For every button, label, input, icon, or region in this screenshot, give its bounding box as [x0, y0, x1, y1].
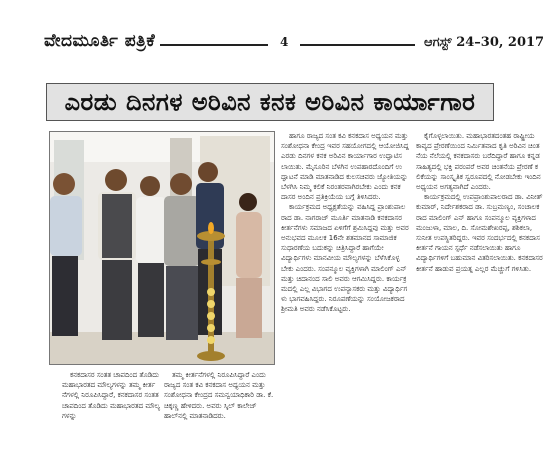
- article-column-3: [62, 370, 162, 440]
- article-photo: [49, 131, 275, 365]
- article-headline: ಎರಡು ದಿನಗಳ ಅರಿವಿನ ಕನಕ ಅರಿವಿನ ಕಾರ್ಯಾಗಾರ: [64, 88, 476, 116]
- article-column-2: [416, 131, 546, 441]
- masthead-rule-left: [160, 44, 268, 46]
- paragraph: ಕನಕದಾಸರ ಸಂತತ ಚಾಪದಿಂದ ತೊಡಿದು ಮಹಾಭಾರತದ ಮೌಲ್ಯಗಳನ್ನು ತಮ್ಮ ಕೀರ್ತನೆಗಳಲ್ಲಿ ನಿರೂಪಿಸಿದ್ದಾರೆ, ಕನಕದಾಸರ ಸಂತತ ಚಾಪದಿಂದ ತೊಡಿದು ಮಹಾಭಾರತದ ಮೌಲ್ಯಗಳನ್ನು: [62, 371, 161, 420]
- article-column-4: [164, 370, 276, 440]
- headline-banner: [46, 83, 494, 121]
- paragraph: ಕಾರ್ಯಕ್ರಮದಲ್ಲಿ ಉಪಪ್ರಾಂಶುಪಾಲರಾದ ಡಾ. ವಿನೀತ್ ಕುಮಾರ್, ನಿರ್ದೇಶಕರಾದ ಡಾ. ಸುಬ್ರಮಣ್ಯಂ, ಸಂಚಾಲಕರಾದ ಮಾಲಿಂಗ್ ಎನ್ ಹಾಗೂ ಸಂಪನ್ಮೂಲ ವ್ಯಕ್ತಿಗಳಾದ ಮಂಜುಳಾ, ಮಾಲ, ದಿ. ಸೋಮಶೇಖರಪ್ಪ, ಶಶಿಕಲಾ, ಸುನೀತ ಉಪಸ್ಥಿತರಿದ್ದರು. ಇವರ ಸಂದರ್ಭದಲ್ಲಿ ಕನಕದಾಸ ಕೀರ್ತನೆ ಗಾಯನ ಸ್ಪರ್ಧೆ ನಡೆಸಲಾಯಿತು ಹಾಗೂ ವಿದ್ಯಾರ್ಥಿಗಳಿಗೆ ಬಹುಮಾನ ವಿತರಿಸಲಾಯಿತು. ಕನಕದಾಸರ ಕೀರ್ತನೆ ಹಾಡುವ ಪ್ರಯತ್ನ ಎಲ್ಲರ ಮೆಚ್ಚುಗೆ ಗಳಿಸಿತು.: [416, 193, 543, 273]
- paragraph: ಕೈಗೊಳ್ಳಲಾಯಿತು. ಮಹಾಭಾರತದಂತಹ ರಾಷ್ಟ್ರೀಯ ಕಾವ್ಯದ ಪ್ರೇರಣೆಯಿಂದ ನಿರ್ಮಿತವಾದ ಕೃತಿ ಅರಿವಿನ ಚಿಂತನೆಯ ನೆಲೆಯಲ್ಲಿ ಕನಕದಾಸರು ಬರೆದಿದ್ದಾರೆ ಹಾಗೂ ಕನ್ನಡ ಸಾಹಿತ್ಯದಲ್ಲಿ ಭಕ್ತಿ ಪರಂಪರೆ ಅವರ ಚಿಂತನೆಯ ಪ್ರೇರಣೆ ಕಲಿಕೆಯನ್ನು ಸಾಂಸ್ಕೃತಿಕ ಸ್ವರೂಪದಲ್ಲಿ ನೋಡಬೇಕು ಇಂದಿನ ಅಧ್ಯಯನ ಅಗತ್ಯವಾಗಿದೆ ಎಂದರು.: [416, 132, 541, 192]
- paragraph: ಹಾಗೂ ರಾಜ್ಯದ ಸಂತ ಕವಿ ಕನಕದಾಸ ಅಧ್ಯಯನ ಮತ್ತು ಸಂಶೋಧನಾ ಕೇಂದ್ರ ಇವರ ಸಹಯೋಗದಲ್ಲಿ ಆಯೋಜಿಸಿದ್ದ ಎರಡು ದಿನಗಳ ಕನಕ ಅರಿವಿನ ಕಾರ್ಯಾಗಾರ ಉದ್ಘಾಟಿಸಲಾಯಿತು. ಮೈಸೂರಿನ ಬೆಳಗಿನ ಉಪಹಾರದೊಂದಿಗೆ ಉದ್ಘಾಟನೆ ಮಾಡಿ ಮಾತನಾಡಿದ ಕುಲಸಚಿವರು ಜ್ಯೋತಿಯನ್ನು ಬೆಳಗಿಸಿ ನಿಮ್ಮ ಕಲಿಕೆ ನಿರಂತರವಾಗಿರಬೇಕು ಎಂದು ಕನಕದಾಸರ ಅಂದಿನ ಪ್ರತಿಕ್ರಿಯೆಯ ಬಗ್ಗೆ ತಿಳಿಸಿದರು.: [281, 132, 409, 202]
- masthead: [0, 0, 550, 54]
- lamp-lighting-photo: [50, 132, 274, 364]
- masthead-rule-right: [300, 44, 415, 46]
- issue-date: ಆಗಸ್ಟ್ 24–30, 2017: [424, 35, 545, 50]
- article-column-1: [281, 131, 409, 441]
- paragraph: ತಮ್ಮ ಕೀರ್ತನೆಗಳಲ್ಲಿ ನಿರೂಪಿಸಿದ್ದಾರೆ ಎಂದು ರಾಜ್ಯದ ಸಂತ ಕವಿ ಕನಕದಾಸ ಅಧ್ಯಯನ ಮತ್ತು ಸಂಶೋಧನಾ ಕೇಂದ್ರದ ಸಮನ್ವಯಾಧಿಕಾರಿ ಡಾ. ಕೆ. ಚಿಕ್ಕಣ್ಣ ಹೇಳಿದರು. ಅವರು ಸ್ಕಿಲ್ ಕಾಲೇಜ್ ಹಾಲ್‌ನಲ್ಲಿ ಮಾತನಾಡಿದರು.: [164, 371, 274, 420]
- page-number: 4: [280, 35, 289, 49]
- paragraph: ಕಾರ್ಯಕ್ರಮದ ಅಧ್ಯಕ್ಷತೆಯನ್ನು ವಹಿಸಿದ್ದ ಪ್ರಾಂಶುಪಾಲರಾದ ಡಾ. ನಾಗರಾಜ್ ಮೂರ್ತಿ ಮಾತನಾಡಿ ಕನಕದಾಸರ ಕೀರ್ತನೆಗಳು ಸಮಾಜದ ಏಳಿಗೆಗೆ ಶ್ರಮಿಸಿದ್ದವು ಮತ್ತು ಅವರ ಅನುಭವದ ಮೂಲಕ 16ನೇ ಶತಮಾನದ ಸಾಮಾಜಿಕ ಸುಧಾರಣೆಯ ಬದುಕನ್ನು ಚಿತ್ರಿಸಿದ್ದಾರೆ ಹಾಗೆಯೇ ವಿದ್ಯಾರ್ಥಿಗಳು ಮಾನವೀಯ ಮೌಲ್ಯಗಳನ್ನು ಬೆಳೆಸಿಕೊಳ್ಳಬೇಕು ಎಂದರು. ಸಂಪನ್ಮೂಲ ವ್ಯಕ್ತಿಗಳಾಗಿ ಮಾಲಿಂಗ್ ಎನ್ ಮತ್ತು ಚಿದಾನಂದ ಸಾಲಿ ಅವರು ಆಗಮಿಸಿದ್ದರು. ಕಾರ್ಯಕ್ರಮದಲ್ಲಿ ಎಲ್ಲ ವಿಭಾಗದ ಉಪನ್ಯಾಸಕರು ಮತ್ತು ವಿದ್ಯಾರ್ಥಿಗಳು ಭಾಗವಹಿಸಿದ್ದರು. ನಿರೂಪಣೆಯನ್ನು ಸಂಯೋಜಕರಾದ ಶ್ರೀಮತಿ ಅವರು ನಡೆಸಿಕೊಟ್ಟರು.: [281, 203, 409, 314]
- paper-name: ವೇದಮೂರ್ತಿ ಪತ್ರಿಕೆ: [44, 31, 156, 51]
